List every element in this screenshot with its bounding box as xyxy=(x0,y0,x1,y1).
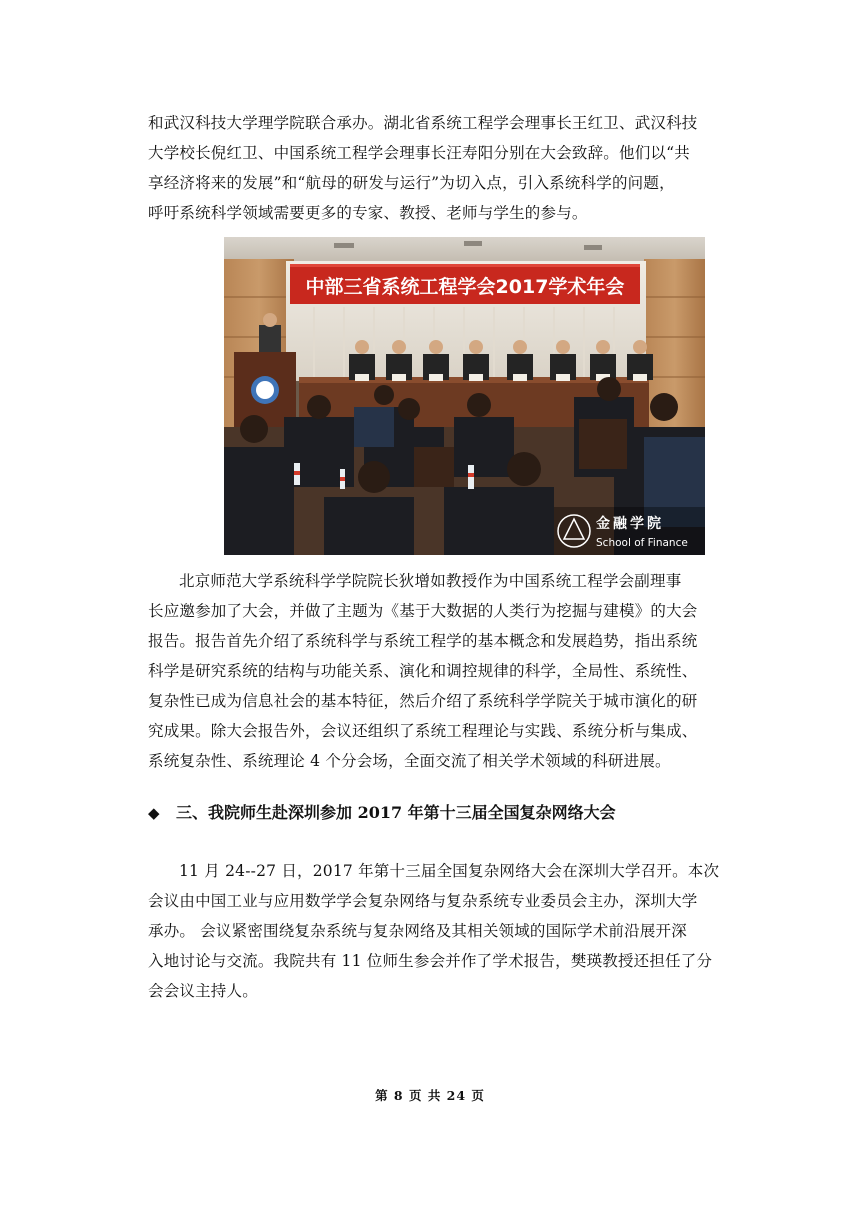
page-number-footer: 第 8 页 共 24 页 xyxy=(375,1088,485,1103)
paragraph-line: 长应邀参加了大会，并做了主题为《基于大数据的人类行为挖掘与建模》的大会 xyxy=(148,602,698,620)
paragraph-line: 北京师范大学系统科学学院院长狄增如教授作为中国系统工程学会副理事 xyxy=(179,572,682,590)
paragraph-1 xyxy=(148,108,756,228)
watermark-english: School of Finance xyxy=(596,537,688,549)
paragraph-line: 大学校长倪红卫、中国系统工程学会理事长汪寿阳分别在大会致辞。他们以“共 xyxy=(148,144,690,162)
paragraph-line: 会议由中国工业与应用数学学会复杂网络与复杂系统专业委员会主办，深圳大学 xyxy=(148,892,698,910)
paragraph-line: 享经济将来的发展”和“航母的研发与运行”为切入点，引入系统科学的问题， xyxy=(148,174,675,192)
paragraph-line: 会会议主持人。 xyxy=(148,982,258,1000)
paragraph-line: 11 月 24--27 日，2017 年第十三届全国复杂网络大会在深圳大学召开。本次 xyxy=(179,862,720,880)
paragraph-line: 和武汉科技大学理学院联合承办。湖北省系统工程学会理事长王红卫、武汉科技 xyxy=(148,114,698,132)
paragraph-line: 呼吁系统科学领域需要更多的专家、教授、老师与学生的参与。 xyxy=(148,204,588,222)
paragraph-line: 入地讨论与交流。我院共有 11 位师生参会并作了学术报告，樊瑛教授还担任了分 xyxy=(148,952,713,970)
conference-photo xyxy=(224,237,705,555)
banner-text: 中部三省系统工程学会2017学术年会 xyxy=(305,276,625,298)
watermark-chinese: 金融学院 xyxy=(596,516,664,532)
section-title: 三、我院师生赴深圳参加 2017 年第十三届全国复杂网络大会 xyxy=(176,803,616,822)
paragraph-line: 究成果。除大会报告外，会议还组织了系统工程理论与实践、系统分析与集成、 xyxy=(148,722,698,740)
paragraph-line: 系统复杂性、系统理论 4 个分会场，全面交流了相关学术领域的科研进展。 xyxy=(148,752,671,770)
paragraph-3 xyxy=(148,856,756,1006)
paragraph-2 xyxy=(148,566,756,776)
section-heading xyxy=(148,800,616,826)
paragraph-line: 承办。 会议紧密围绕复杂系统与复杂网络及其相关领域的国际学术前沿展开深 xyxy=(148,922,687,940)
paragraph-line: 科学是研究系统的结构与功能关系、演化和调控规律的科学，全局性、系统性、 xyxy=(148,662,698,680)
paragraph-line: 复杂性已成为信息社会的基本特征，然后介绍了系统科学学院关于城市演化的研 xyxy=(148,692,698,710)
paragraph-line: 报告。报告首先介绍了系统科学与系统工程学的基本概念和发展趋势，指出系统 xyxy=(148,632,698,650)
diamond-bullet-icon: ◆ xyxy=(148,804,160,822)
